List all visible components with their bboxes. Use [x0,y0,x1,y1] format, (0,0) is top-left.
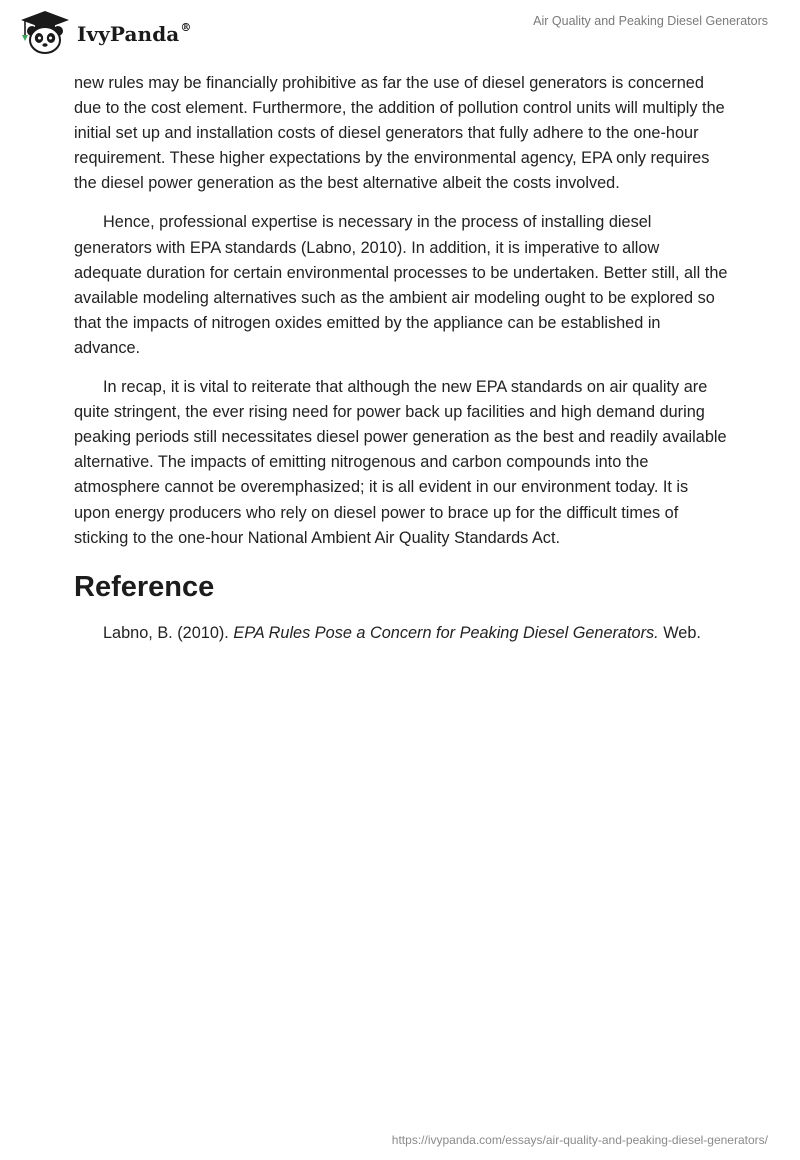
logo-wordmark: IvyPanda® [77,21,192,46]
paragraph-continued: new rules may be financially prohibitive as far the use of diesel generators is concerned due to the cost element. Furthermore, the addition of pollution control units will multiply the initial set up and installation costs of diesel generators that fully adhere to the one-hour requirement. These higher expectations by the environmental agency, EPA only requires the diesel power generation as the best alternative albeit the costs involved. [74,74,725,193]
reference-entry [74,621,728,646]
page-header [0,0,800,66]
paragraph: In recap, it is vital to reiterate that although the new EPA standards on air quality are quite stringent, the ever rising need for power back up facilities and high demand during peaking periods still necessitates diesel power generation as the best and readily available alternative. The impacts of emitting nitrogenous and carbon compounds into the atmosphere cannot be overemphasized; it is all evident in our environment today. It is upon energy producers who rely on diesel power to brace up for the difficult times of sticking to the one-hour National Ambient Air Quality Standards Act. [74,378,727,547]
essay-content [74,71,728,646]
paragraph: Hence, professional expertise is necessary in the process of installing diesel generators with EPA standards (Labno, 2010). In addition, it is imperative to allow adequate duration for certain environmental processes to be undertaken. Better still, all the available modeling alternatives such as the ambient air modeling ought to be explored so that the impacts of nitrogen oxides emitted by the appliance can be established in advance. [74,213,728,357]
ivypanda-logo[interactable] [15,8,191,56]
source-url[interactable]: https://ivypanda.com/essays/air-quality-and-peaking-diesel-generators/ [391,1133,768,1147]
panda-graduate-icon [15,8,73,56]
reference-suffix: Web. [658,623,701,642]
reference-title: EPA Rules Pose a Concern for Peaking Diesel Generators. [233,623,659,642]
reference-author-year: Labno, B. (2010). [103,623,234,642]
reference-heading: Reference [74,570,215,603]
document-title: Air Quality and Peaking Diesel Generators [533,14,768,28]
